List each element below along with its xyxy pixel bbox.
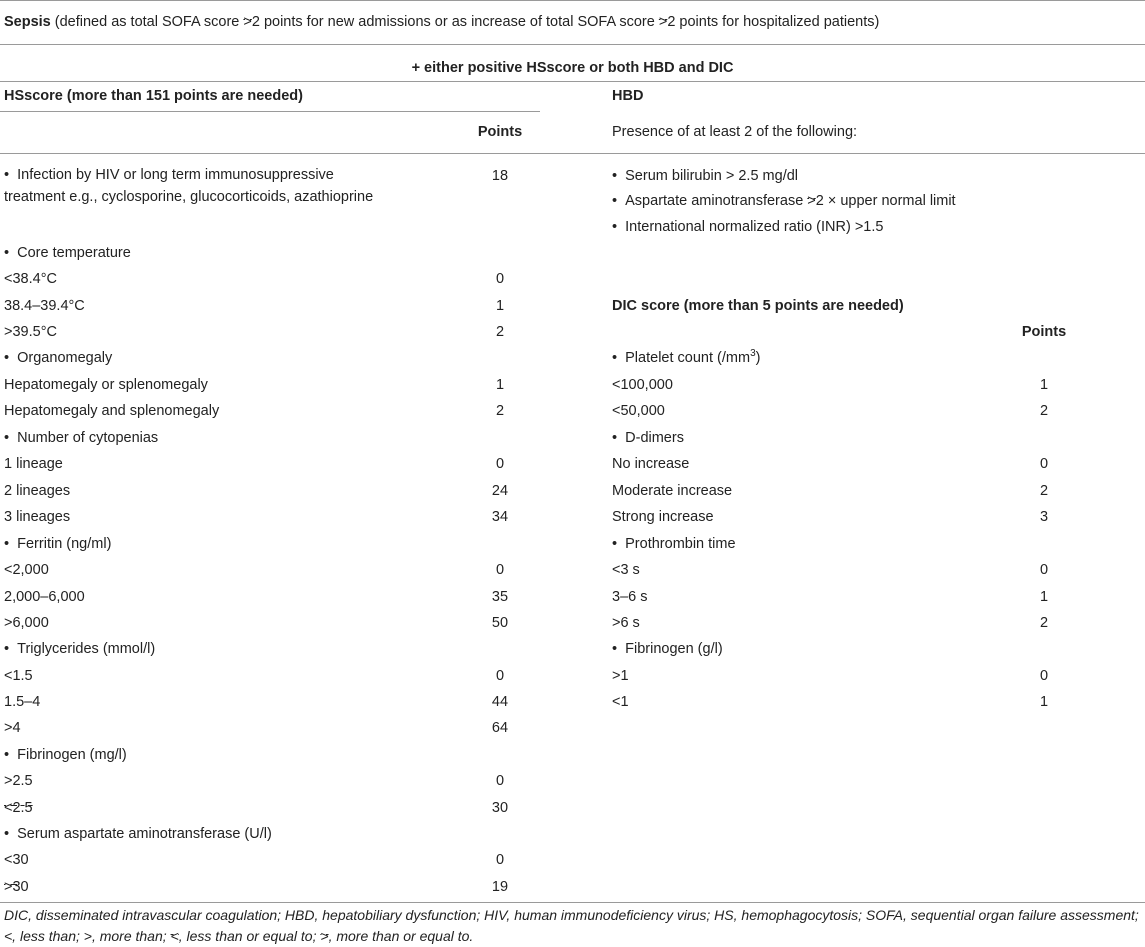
points-value: 3 [1039, 509, 1049, 525]
list-item: • Core temperature [4, 245, 131, 261]
table-row: <100,000 [612, 377, 673, 393]
table-row: >1 [612, 668, 629, 684]
list-item: • International normalized ratio (INR) >1.5 [612, 219, 884, 235]
points-value: 2 [495, 324, 505, 340]
points-value: 64 [491, 720, 509, 736]
table-row: <1 [612, 694, 629, 710]
list-item: • Aspartate aminotransferase >2 × upper normal limit [612, 193, 956, 209]
rule [0, 81, 1145, 82]
points-value: 44 [491, 694, 509, 710]
list-item: • Fibrinogen (mg/l) [4, 747, 127, 763]
table-row: <3 s [612, 562, 640, 578]
points-value: 0 [1039, 456, 1049, 472]
points-value: 30 [491, 800, 509, 816]
points-value: 2 [495, 403, 505, 419]
top-rule [0, 0, 1145, 1]
points-value: 19 [491, 879, 509, 895]
table-row: <2.5 [4, 800, 33, 816]
bullet-icon: • [612, 430, 626, 446]
hbd-intro: Presence of at least 2 of the following: [612, 124, 858, 140]
points-value: 0 [495, 271, 505, 287]
table-row: >30 [4, 879, 29, 895]
bullet-icon: • [612, 168, 626, 184]
sepsis-definition: Sepsis (defined as total SOFA score >2 points for new admissions or as increase of total SOFA score >2 points for hospitalized patients) [4, 14, 880, 30]
table-row: >2.5 [4, 773, 33, 789]
sepsis-label: Sepsis [4, 14, 51, 30]
table-row: Strong increase [612, 509, 714, 525]
table-row: <38.4°C [4, 271, 57, 287]
list-item: • Triglycerides (mmol/l) [4, 641, 156, 657]
bullet-icon: • [4, 167, 18, 183]
hsscore-points-header: Points [477, 124, 523, 140]
points-value: 34 [491, 509, 509, 525]
list-item: • Fibrinogen (g/l) [612, 641, 723, 657]
table-row: >6 s [612, 615, 640, 631]
list-item: • Serum aspartate aminotransferase (U/l) [4, 826, 272, 842]
bullet-icon: • [4, 747, 18, 763]
points-value: 35 [491, 589, 509, 605]
table-row: <2,000 [4, 562, 49, 578]
list-item: • D-dimers [612, 430, 684, 446]
points-value: 0 [495, 668, 505, 684]
points-value: 2 [1039, 615, 1049, 631]
table-row: <30 [4, 852, 29, 868]
dic-title: DIC score (more than 5 points are needed) [612, 298, 904, 314]
either-heading: + either positive HSscore or both HBD and DIC [411, 60, 734, 76]
points-value: 1 [495, 377, 505, 393]
table-row: <1.5 [4, 668, 33, 684]
points-value: 0 [495, 562, 505, 578]
bullet-icon: • [4, 826, 18, 842]
table-row: >6,000 [4, 615, 49, 631]
table-row: >39.5°C [4, 324, 57, 340]
table-row: 38.4–39.4°C [4, 298, 85, 314]
points-value: 0 [495, 773, 505, 789]
table-row: 2,000–6,000 [4, 589, 85, 605]
table-row: Hepatomegaly and splenomegaly [4, 403, 220, 419]
list-item: • Infection by HIV or long term immunosuppressive treatment e.g., cyclosporine, glucocorticoids, azathioprine [4, 167, 374, 205]
list-item: • Platelet count $(/mm^3)$ [612, 348, 761, 366]
hsscore-title: HSscore (more than 151 points are needed) [4, 88, 303, 104]
bullet-icon: • [612, 350, 626, 366]
table-row: No increase [612, 456, 690, 472]
table-row: Hepatomegaly or splenomegaly [4, 377, 208, 393]
table-row: 1 lineage [4, 456, 63, 472]
table-row: 2 lineages [4, 483, 71, 499]
bullet-icon: • [4, 536, 18, 552]
points-value: 0 [1039, 562, 1049, 578]
points-value: 2 [1039, 483, 1049, 499]
list-item: • Organomegaly [4, 350, 113, 366]
points-value: 1 [1039, 377, 1049, 393]
rule [0, 153, 1145, 154]
points-value: 0 [495, 456, 505, 472]
points-value: 0 [495, 852, 505, 868]
table-row: 3 lineages [4, 509, 71, 525]
footnote: DIC, disseminated intravascular coagulation; HBD, hepatobiliary dysfunction; HIV, human immunodeficiency virus; HS, hemophagocytosis; SOFA, sequential organ failure assessment; <, less than; >, more than; <, less than or equal to; >, more than or equal to. [4, 907, 1139, 944]
bottom-rule [0, 902, 1145, 903]
bullet-icon: • [4, 350, 18, 366]
rule [0, 44, 1145, 45]
table-row: 1.5–4 [4, 694, 41, 710]
bullet-icon: • [612, 641, 626, 657]
bullet-icon: • [4, 430, 18, 446]
hbd-title: HBD [612, 88, 644, 104]
points-value: 1 [495, 298, 505, 314]
list-item: • Prothrombin time [612, 536, 736, 552]
bullet-icon: • [4, 641, 18, 657]
table-row: Moderate increase [612, 483, 733, 499]
points-value: 50 [491, 615, 509, 631]
dic-points-header: Points [1021, 324, 1067, 340]
bullet-icon: • [4, 245, 18, 261]
bullet-icon: • [612, 219, 626, 235]
list-item: • Number of cytopenias [4, 430, 159, 446]
list-item: • Ferritin (ng/ml) [4, 536, 112, 552]
bullet-icon: • [612, 193, 626, 209]
points-value: 2 [1039, 403, 1049, 419]
list-item: • Serum bilirubin > 2.5 mg/dl [612, 168, 799, 184]
table-row: <50,000 [612, 403, 665, 419]
points-value: 1 [1039, 694, 1049, 710]
bullet-icon: • [612, 536, 626, 552]
rule [0, 111, 540, 112]
points-value: 0 [1039, 668, 1049, 684]
points-value: 1 [1039, 589, 1049, 605]
table-row: >4 [4, 720, 21, 736]
points-value: 24 [491, 483, 509, 499]
table-row: 3–6 s [612, 589, 648, 605]
points-value: 18 [491, 168, 509, 184]
